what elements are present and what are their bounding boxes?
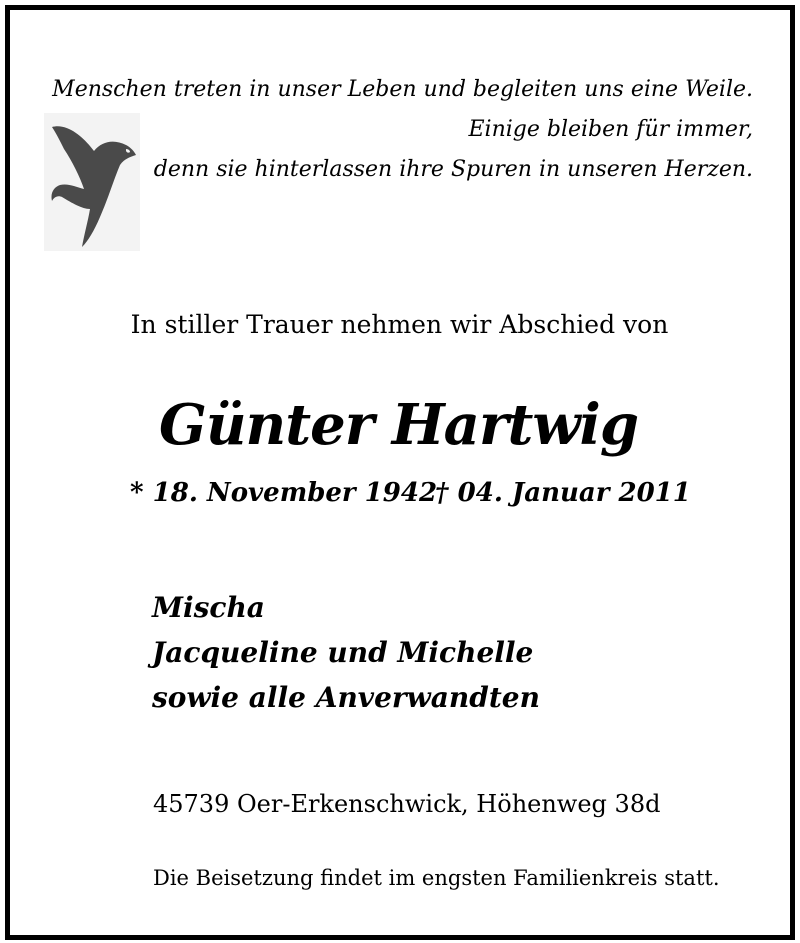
deceased-name: Günter Hartwig <box>159 392 638 458</box>
death-date: † 04. Januar 2011 <box>435 478 691 508</box>
quote-line: denn sie hinterlassen ihre Spuren in unseren Herzen. <box>153 157 753 182</box>
mourner-line: Jacqueline und Michelle <box>152 636 534 669</box>
address: 45739 Oer-Erkenschwick, Höhenweg 38d <box>153 790 661 818</box>
dove-icon <box>44 113 140 251</box>
mourner-line: Mischa <box>152 591 265 624</box>
quote-line: Menschen treten in unser Leben und begleiten uns eine Weile. <box>52 77 753 102</box>
birth-date: * 18. November 1942 <box>130 478 438 508</box>
funeral-note: Die Beisetzung findet im engsten Familienkreis statt. <box>153 866 720 890</box>
mourner-line: sowie alle Anverwandten <box>152 681 540 714</box>
quote-line: Einige bleiben für immer, <box>468 117 753 142</box>
mourners-list <box>152 585 540 720</box>
memorial-quote <box>52 70 753 190</box>
intro-text: In stiller Trauer nehmen wir Abschied von <box>130 310 669 339</box>
obituary-frame <box>5 5 795 940</box>
